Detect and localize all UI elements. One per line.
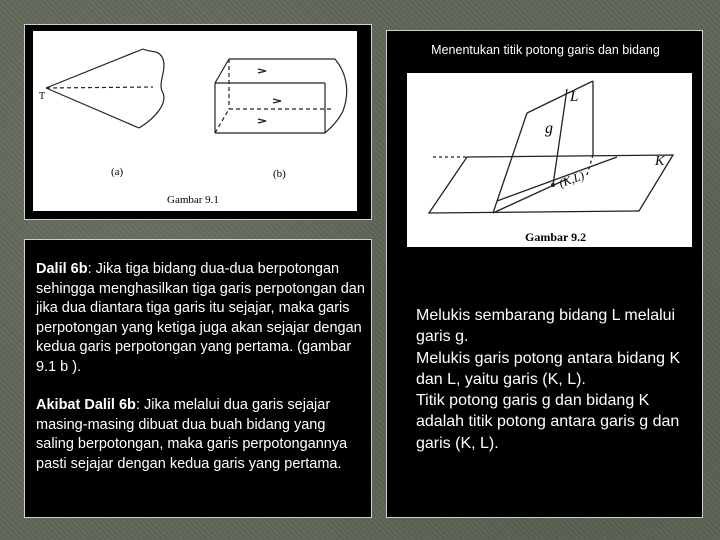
fig-b-top-left [215,59,229,83]
fig-a-top-edge [46,49,143,88]
right-panel-text [416,305,701,454]
dalil-panel [24,239,372,518]
fig-a-axis [46,87,153,88]
dalil-6b-body: : Jika tiga bidang dua-dua berpotongan sehingga menghasilkan tiga garis perpotongan dan jika dua diantara tiga garis itu sejajar, maka garis perpotongan yang ketiga juga akan sejajar dengan kedua garis perpotongan yang pertama. (gambar 9.1 b ). [36,261,365,375]
right-panel [386,30,703,518]
plane-l-bottom [493,179,567,213]
fig-label-b: (b) [273,168,286,180]
step-1: Melukis sembarang bidang L melalui garis g. [416,307,676,346]
fig-b-hidden-diag [215,109,229,133]
akibat-dalil-paragraph [36,396,366,474]
dalil-6b-paragraph [36,260,366,377]
fig-b-arrow-2 [258,119,266,123]
plane-l-top [527,81,593,113]
figure-panel-9-1 [24,24,372,220]
plane-l-left [493,113,527,213]
step-3: Titik potong garis g dan bidang K adalah titik potong antara garis g dan garis (K, L). [416,392,680,452]
plane-k [429,155,673,213]
label-kl: (K,L) [557,168,587,191]
label-g: g [545,120,553,137]
label-k: K [655,154,665,169]
fig-b-arrow-3 [273,99,281,103]
fig-caption-9-2: Gambar 9.2 [525,230,587,244]
figure-9-2 [407,73,692,247]
fig-caption-9-1: Gambar 9.1 [167,194,219,206]
intersection-point [551,183,555,187]
right-panel-title: Menentukan titik potong garis dan bidang [431,43,660,57]
figure-9-1 [33,31,357,211]
akibat-dalil-title: Akibat Dalil 6b [36,397,136,413]
figure-9-1-drawing [33,31,357,211]
dalil-6b-title: Dalil 6b [36,261,88,277]
figure-9-2-drawing [407,73,692,247]
fig-b-right-curve [325,59,347,133]
dalil-text [36,260,366,493]
fig-a-curved-face [139,49,164,128]
line-g [553,89,567,185]
fig-point-label: T [39,91,46,102]
label-l: L [570,89,579,105]
fig-a-bottom-edge [46,88,139,128]
plane-l-right-hidden [587,155,593,175]
fig-label-a: (a) [111,166,124,178]
akibat-dalil-body: : Jika melalui dua garis sejajar masing-masing dibuat dua buah bidang yang saling berpotongan, maka garis perpotongannya pasti sejajar dengan kedua garis yang pertama. [36,397,348,472]
fig-b-arrow-1 [258,69,266,73]
step-2: Melukis garis potong antara bidang K dan L, yaitu garis (K, L). [416,349,681,388]
